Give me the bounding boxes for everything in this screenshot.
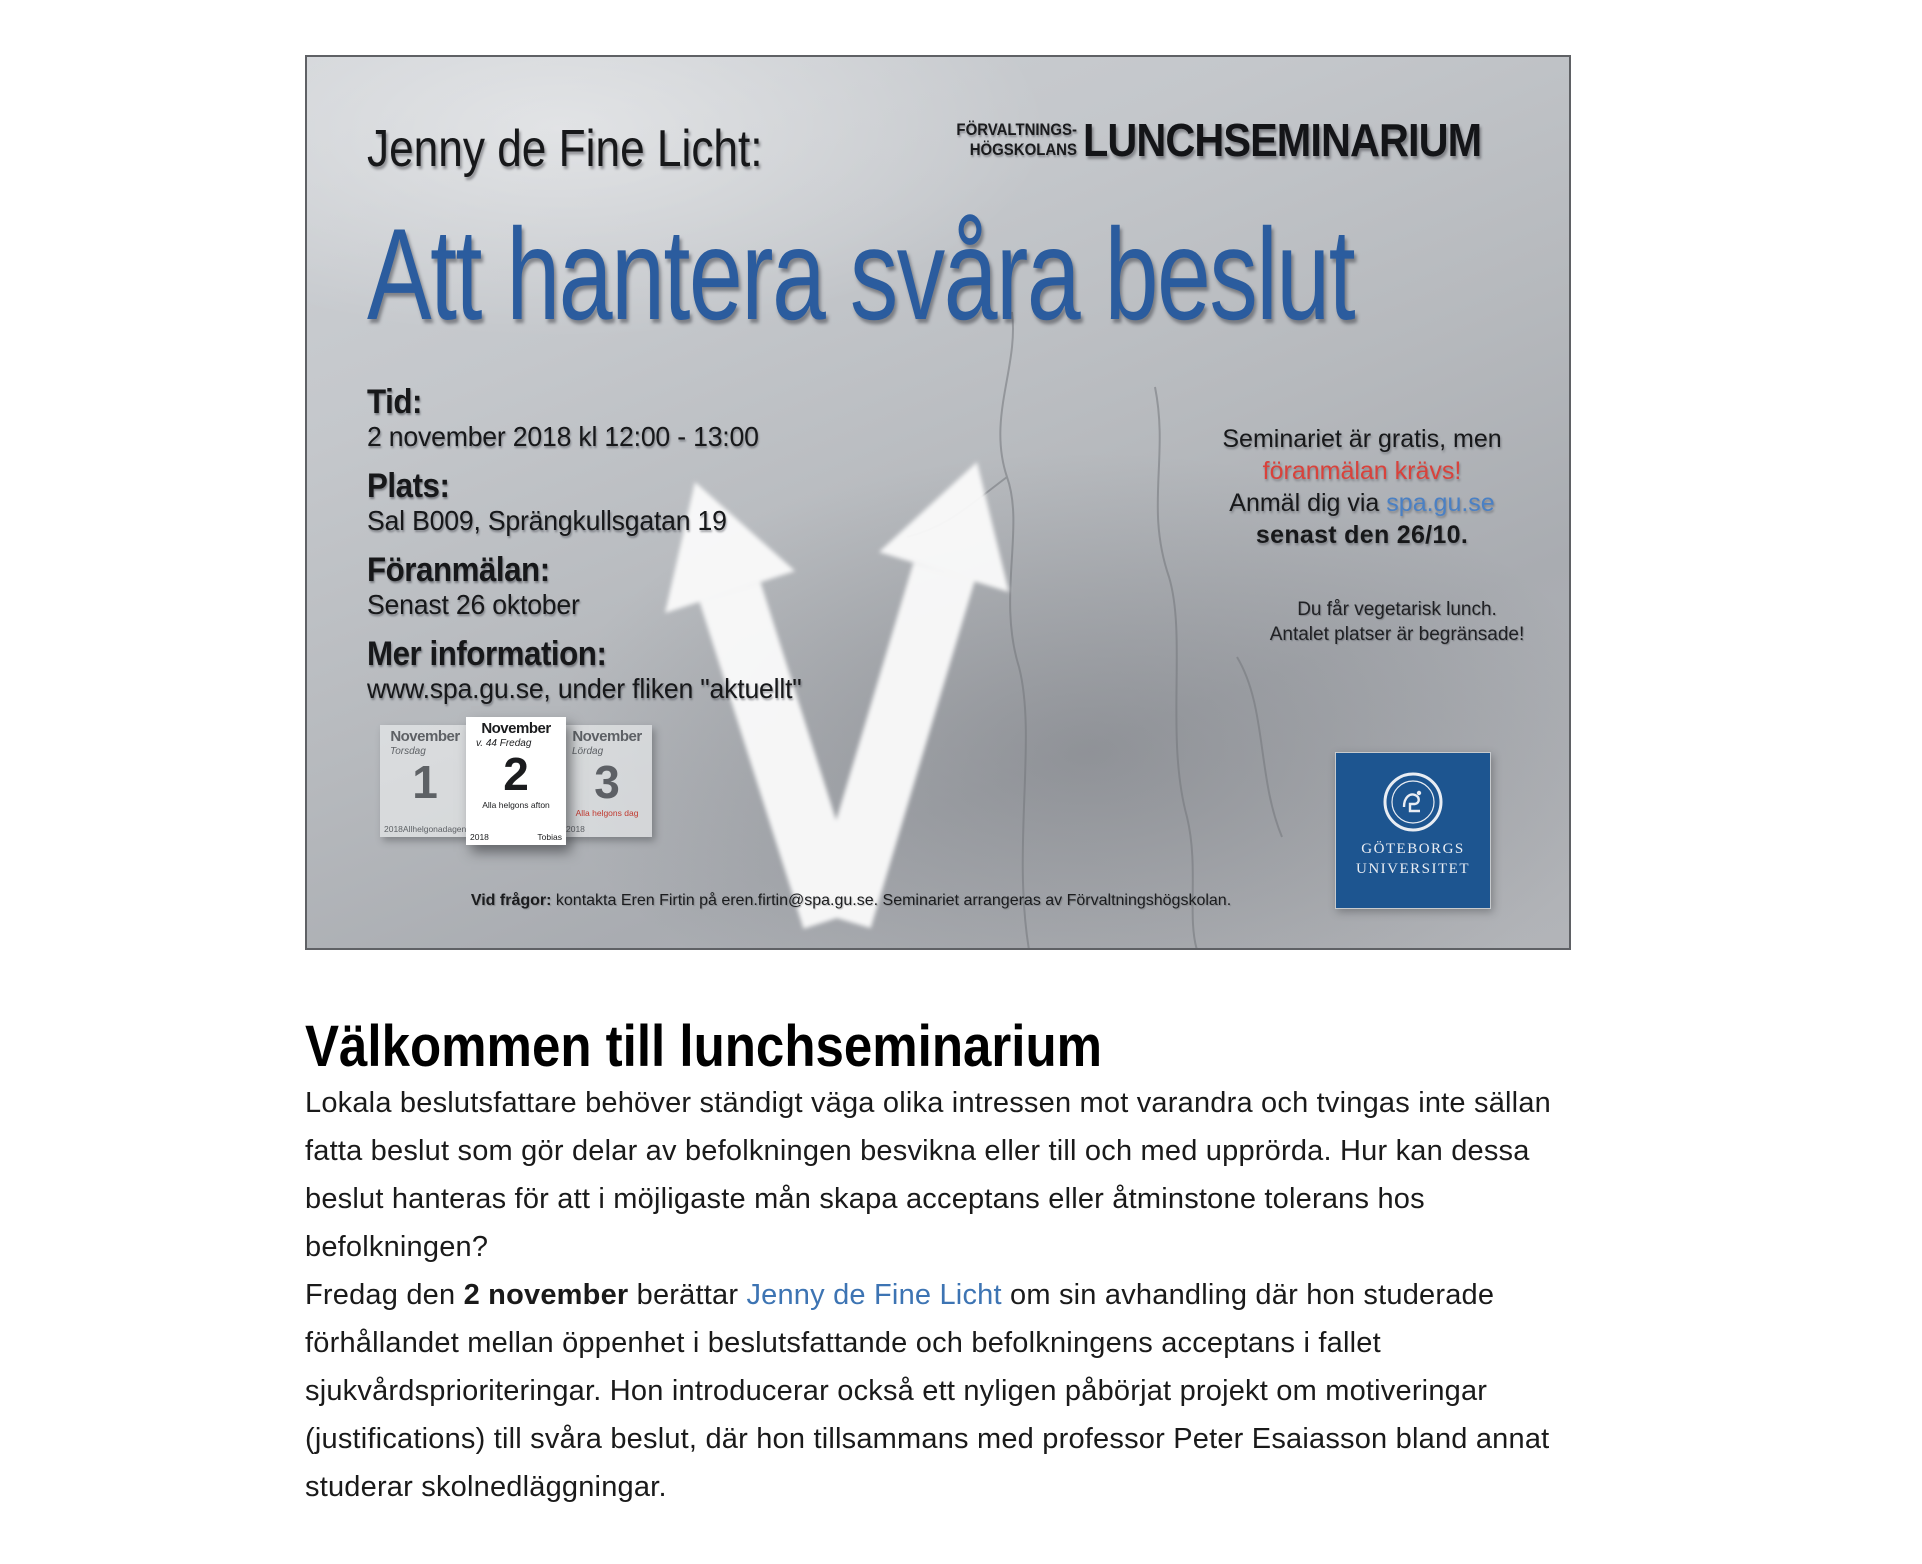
signup-register-text: Anmäl dig via (1229, 489, 1387, 517)
article-paragraph-2 (305, 1271, 1575, 1511)
calendar-holiday: Alla helgons dag (575, 808, 639, 818)
calendar-weekday: Torsdag (390, 746, 426, 757)
calendar-card-nov3 (562, 725, 652, 837)
poster-series-header (940, 113, 1525, 167)
university-seal-icon (1382, 771, 1444, 833)
calendar-year: 2018 (384, 824, 403, 834)
calendar-weekday: Lördag (572, 746, 604, 757)
speaker-profile-link[interactable]: Jenny de Fine Licht (746, 1278, 1002, 1311)
poster-contact-footer (365, 892, 1337, 910)
poster-org-name (956, 120, 1077, 159)
signup-line-deadline: senast den 26/10. (1255, 521, 1469, 549)
calendar-month: November (481, 720, 551, 737)
info-value: www.spa.gu.se, under fliken "aktuellt" (367, 673, 802, 704)
calendar-month: November (572, 728, 642, 745)
signup-register-site: spa.gu.se (1386, 489, 1495, 517)
calendar-day-number: 2 (503, 748, 529, 800)
info-label: Tid: (367, 383, 422, 421)
signup-line-required: föranmälan krävs! (1262, 457, 1462, 485)
para2-text-3: om sin avhandling där hon studerade förhållandet mellan öppenhet i beslutsfattande och befolkningens acceptans i fallet sjukvårdsprioriteringar. Hon introducerar också ett nyligen påbörjat projekt om motiveringar (justifications) till svåra beslut, där hon tillsammans med professor Peter Esaiasson bland annat studerar skolnedläggningar. (305, 1278, 1550, 1503)
info-value: Senast 26 oktober (367, 589, 580, 620)
signup-line-free: Seminariet är gratis, men (1222, 425, 1502, 453)
para2-date-bold: 2 november (463, 1278, 629, 1311)
calendar-bottom-row (384, 824, 466, 834)
calendar-card-nov2 (466, 717, 566, 845)
page-title: Välkommen till lunchseminarium (305, 1014, 1103, 1079)
poster-org-line2: HÖGSKOLANS (969, 140, 1077, 159)
signup-line-register (1177, 487, 1547, 519)
lunch-note-line1: Du får vegetarisk lunch. (1297, 599, 1497, 620)
footer-questions-label: Vid frågor: (470, 892, 552, 909)
calendar-card-nov1 (380, 725, 470, 837)
info-label: Föranmälan: (367, 551, 550, 589)
calendar-month: November (390, 728, 460, 745)
calendar-day-number: 1 (412, 756, 438, 808)
gothenburg-university-logo (1335, 752, 1491, 909)
calendar-weekday: v. 44 Fredag (476, 738, 532, 749)
calendar-nameday: Allhelgonadagen (402, 824, 467, 834)
calendar-bottom-row (470, 832, 562, 842)
info-label: Mer information: (367, 635, 607, 673)
university-logo-text (1356, 839, 1470, 879)
info-label: Plats: (367, 467, 450, 505)
logo-line2: UNIVERSITET (1356, 861, 1470, 877)
poster-org-line1: FÖRVALTNINGS- (956, 120, 1077, 140)
calendar-bottom-row (566, 824, 648, 834)
poster-info-block (367, 383, 824, 719)
para2-text-1: Fredag den (305, 1278, 464, 1311)
info-item-time (367, 383, 824, 453)
calendar-pages-graphic (380, 717, 652, 845)
info-item-registration (367, 551, 824, 621)
para2-text-2: berättar (628, 1278, 747, 1311)
poster-series-title: LUNCHSEMINARIUM (1082, 114, 1481, 166)
poster-signup-note (1177, 423, 1547, 551)
article-body (305, 1015, 1575, 1511)
footer-contact-text: kontakta Eren Firtin på eren.firtin@spa.gu.se. Seminariet arrangeras av Förvaltningshögskolan. (551, 892, 1232, 909)
calendar-day-number: 3 (594, 756, 620, 808)
poster-lunch-note (1237, 597, 1557, 647)
calendar-year: 2018 (566, 824, 585, 834)
info-item-place (367, 467, 824, 537)
calendar-nameday: Tobias (537, 832, 562, 842)
info-value: Sal B009, Sprängkullsgatan 19 (367, 505, 727, 536)
seminar-poster-image (305, 55, 1571, 950)
poster-main-title: Att hantera svåra beslut (367, 201, 1355, 347)
calendar-holiday: Alla helgons afton (482, 800, 550, 810)
logo-line1: GÖTEBORGS (1361, 841, 1465, 857)
lunch-note-line2: Antalet platser är begränsade! (1269, 624, 1525, 645)
info-item-more-info (367, 635, 824, 705)
poster-speaker-name: Jenny de Fine Licht: (367, 120, 763, 178)
info-value: 2 november 2018 kl 12:00 - 13:00 (367, 421, 759, 452)
article-paragraph-1: Lokala beslutsfattare behöver ständigt väga olika intressen mot varandra och tvingas inte sällan fatta beslut som gör delar av befolkningen besvikna eller till och med upprörda. Hur kan dessa beslut hanteras för att i möjligaste mån skapa acceptans eller åtminstone tolerans hos befolkningen? (305, 1086, 1551, 1263)
calendar-year: 2018 (470, 832, 489, 842)
